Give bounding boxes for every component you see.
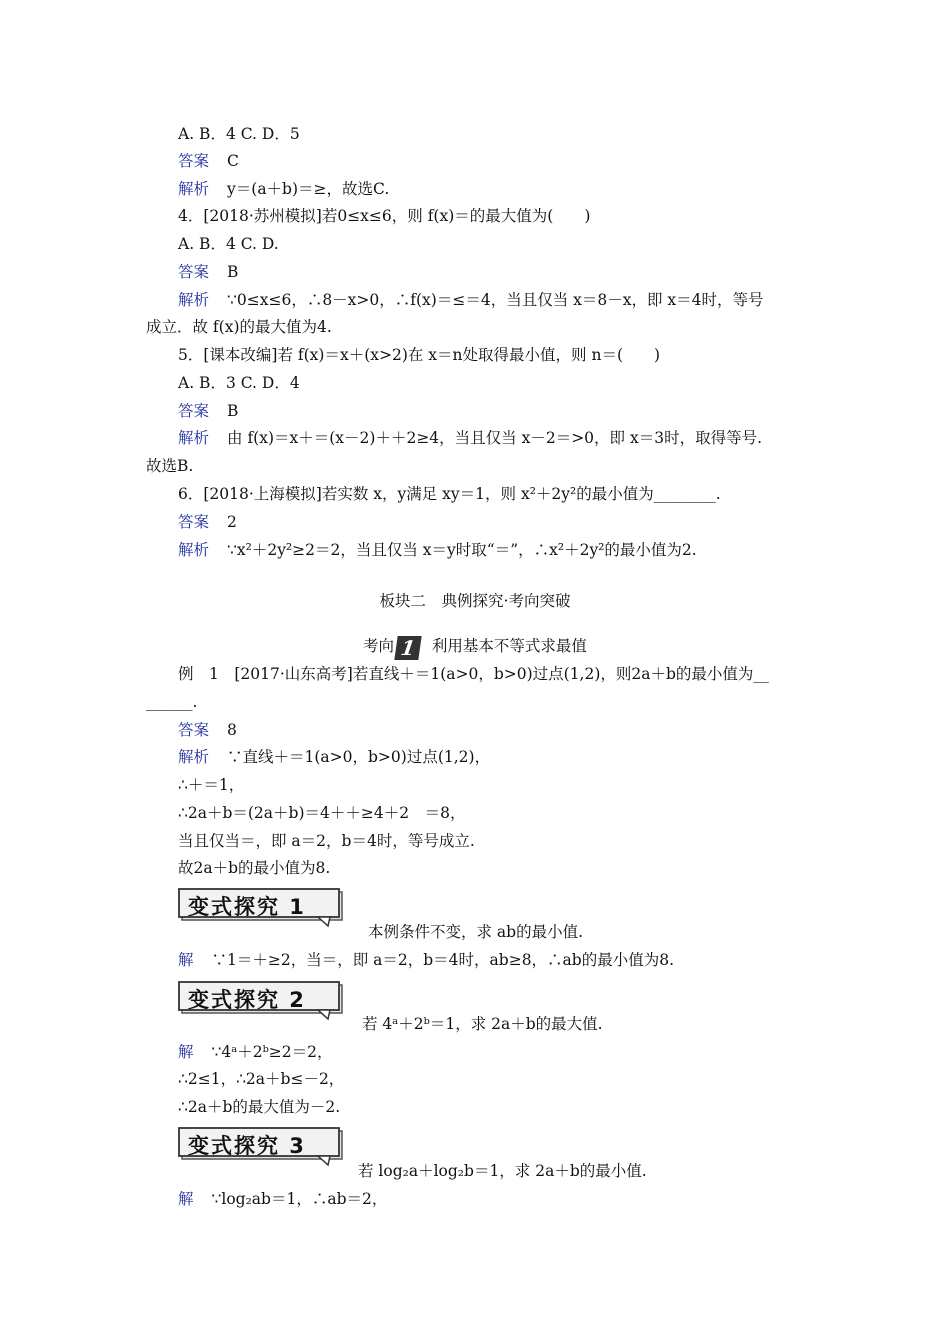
variant-badge-2-text: 变式探究 2 <box>188 988 306 1012</box>
options-q5: A. B．3 C. D．4 <box>178 374 300 392</box>
answer-value: B <box>227 263 239 281</box>
answer-label: 答案 <box>178 402 210 420</box>
solution-label: 解 <box>178 951 194 969</box>
answer-label: 答案 <box>178 721 210 739</box>
topic-heading <box>0 636 950 660</box>
question-5: 5．[课本改编]若 f(x)＝x＋(x>2)在 x＝n处取得最小值，则 n＝( ) <box>178 346 661 364</box>
question-6: 6．[2018·上海模拟]若实数 x，y满足 xy＝1，则 x²＋2y²的最小值为________. <box>178 485 721 503</box>
variant-badge-3-text: 变式探究 3 <box>188 1134 306 1158</box>
analysis-text: 由 f(x)＝x＋＝(x－2)＋＋2≥4，当且仅当 x－2＝>0，即 x＝3时，取得等号. <box>227 429 763 447</box>
example-1: 例 1 [2017·山东高考]若直线＋＝1(a>0，b>0)过点(1,2)，则2a＋b的最小值为__ <box>178 665 769 683</box>
variant-1-solution <box>178 950 674 970</box>
variant-2-solution <box>178 1042 333 1062</box>
analysis-text: ∵直线＋＝1(a>0，b>0)过点(1,2)， <box>227 748 491 766</box>
solution-label: 解 <box>178 1043 194 1061</box>
analysis-q5 <box>178 428 762 448</box>
analysis-ex1-step2: ∴＋＝1， <box>178 776 245 794</box>
analysis-label: 解析 <box>178 748 210 766</box>
answer-q3 <box>178 151 239 171</box>
topic-number-badge: 1 <box>394 636 421 660</box>
analysis-q4 <box>178 290 764 310</box>
variant-2-step2: ∴2≤1，∴2a＋b≤－2， <box>178 1070 345 1088</box>
variant-3-solution <box>178 1189 387 1209</box>
answer-value: B <box>227 402 239 420</box>
answer-label: 答案 <box>178 263 210 281</box>
variant-2-question: 若 4ᵃ＋2ᵇ＝1，求 2a＋b的最大值. <box>362 1015 603 1033</box>
analysis-q4-cont: 成立．故 f(x)的最大值为4. <box>146 318 332 336</box>
answer-q6 <box>178 512 237 532</box>
variant-badge-1-text: 变式探究 1 <box>188 895 306 919</box>
analysis-text: ∵0≤x≤6，∴8－x>0，∴f(x)＝≤＝4，当且仅当 x＝8－x，即 x＝4时，等号 <box>227 291 764 309</box>
answer-value: 2 <box>227 513 237 531</box>
solution-text: ∵4ᵃ＋2ᵇ≥2＝2， <box>211 1043 333 1061</box>
analysis-label: 解析 <box>178 541 210 559</box>
answer-q5 <box>178 401 238 421</box>
variant-3-question: 若 log₂a＋log₂b＝1，求 2a＋b的最小值. <box>358 1162 647 1180</box>
answer-value: C <box>227 152 239 170</box>
answer-q4 <box>178 262 238 282</box>
answer-ex1 <box>178 720 237 740</box>
variant-1-question: 本例条件不变，求 ab的最小值. <box>368 923 584 941</box>
analysis-text: ∵x²＋2y²≥2＝2，当且仅当 x＝y时取“＝”，∴x²＋2y²的最小值为2. <box>227 541 697 559</box>
solution-text: ∵1＝＋≥2，当＝，即 a＝2，b＝4时，ab≥8，∴ab的最小值为8. <box>211 951 675 969</box>
analysis-q5-cont: 故选B. <box>146 457 194 475</box>
answer-label: 答案 <box>178 513 210 531</box>
analysis-q3 <box>178 179 389 199</box>
variant-2-step3: ∴2a＋b的最大值为－2. <box>178 1098 341 1116</box>
topic-prefix: 考向 <box>363 637 395 655</box>
analysis-ex1-step3: ∴2a＋b＝(2a＋b)＝4＋＋≥4＋2 ＝8， <box>178 804 466 822</box>
analysis-label: 解析 <box>178 429 210 447</box>
solution-text: ∵log₂ab＝1，∴ab＝2， <box>211 1190 388 1208</box>
analysis-label: 解析 <box>178 180 210 198</box>
options-q3: A. B．4 C. D．5 <box>178 125 300 143</box>
analysis-ex1 <box>178 747 490 767</box>
example-1-cont: ______. <box>146 693 198 711</box>
options-q4: A. B．4 C. D. <box>178 235 279 253</box>
analysis-q6 <box>178 540 697 560</box>
answer-label: 答案 <box>178 152 210 170</box>
answer-value: 8 <box>227 721 237 739</box>
topic-title: 利用基本不等式求最值 <box>431 637 587 655</box>
section-heading: 板块二 典例探究·考向突破 <box>379 592 571 610</box>
solution-label: 解 <box>178 1190 194 1208</box>
question-4: 4．[2018·苏州模拟]若0≤x≤6，则 f(x)＝的最大值为( ) <box>178 207 591 225</box>
analysis-label: 解析 <box>178 291 210 309</box>
analysis-text: y＝(a＋b)＝≥，故选C. <box>227 180 390 198</box>
analysis-ex1-step4: 当且仅当＝，即 a＝2，b＝4时，等号成立. <box>178 832 475 850</box>
analysis-ex1-step5: 故2a＋b的最小值为8. <box>178 859 331 877</box>
